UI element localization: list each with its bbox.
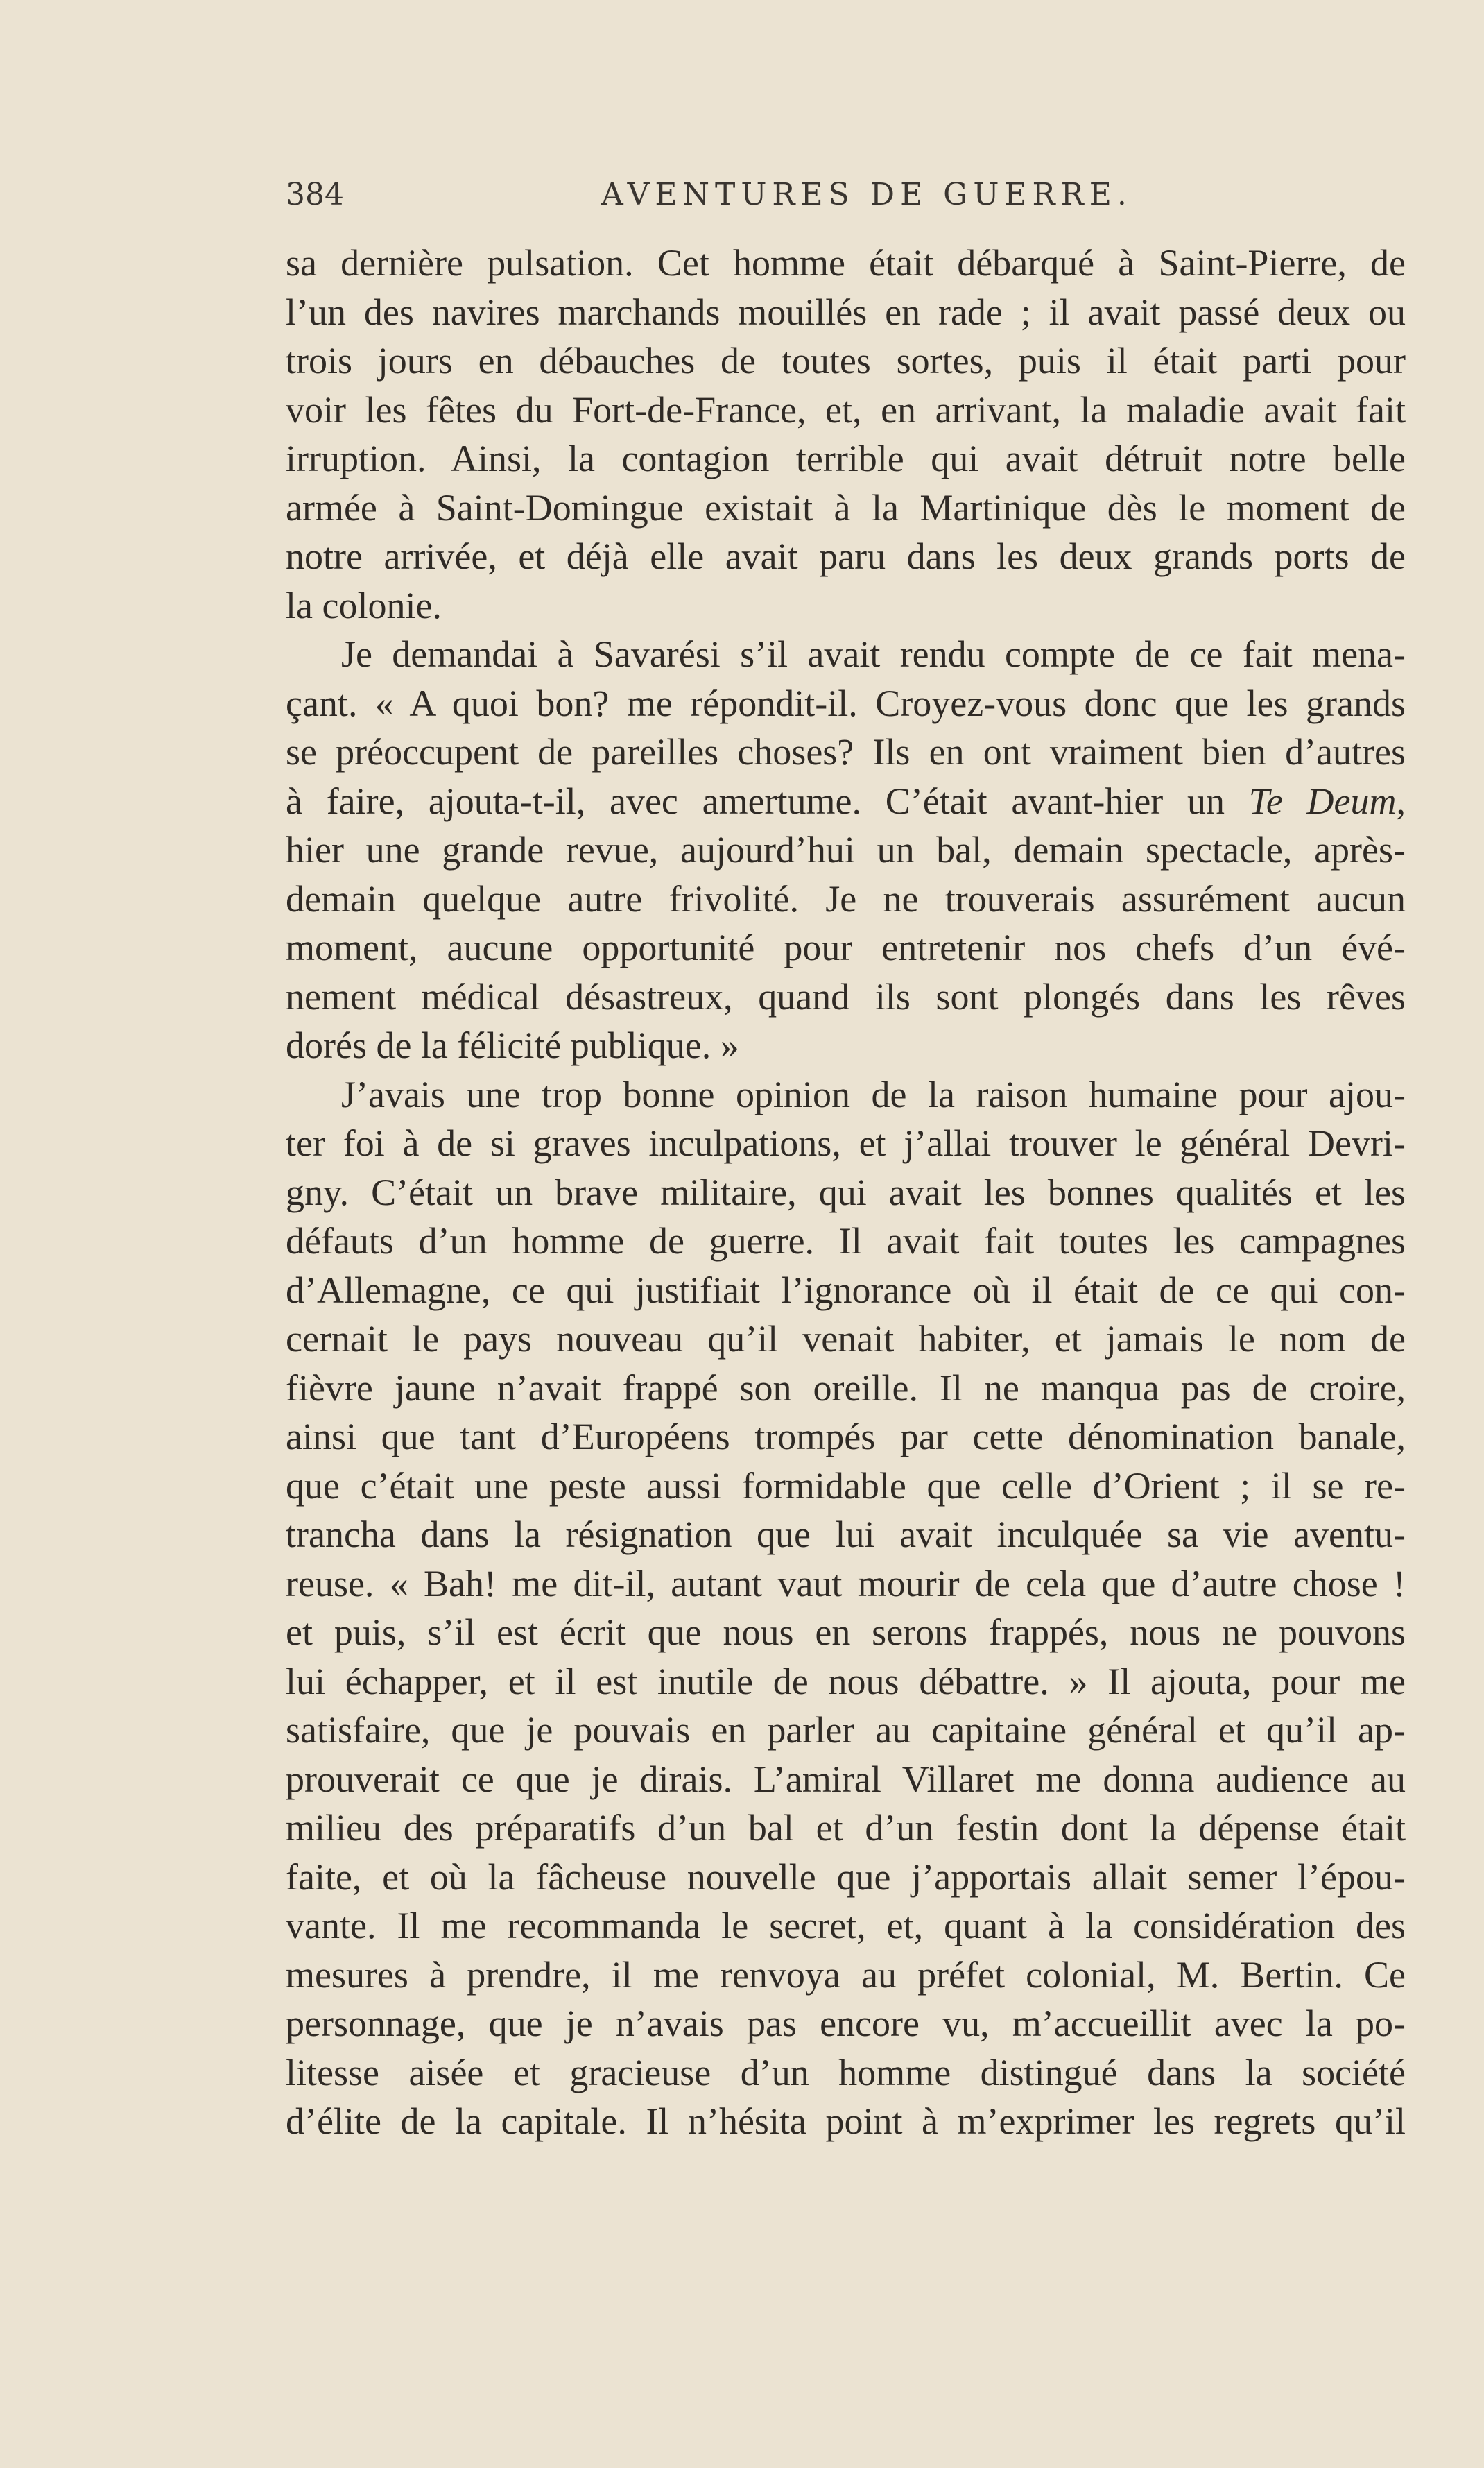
text-line: personnage, que je n’avais pas encore vu, m’accueillit avec la po- (286, 2003, 1406, 2044)
text-line: voir les fêtes du Fort-de-France, et, en arrivant, la maladie avait fait (286, 388, 1406, 431)
text-segment: , (1396, 780, 1406, 822)
text-line: la colonie. (286, 584, 442, 626)
paragraph-start-line: J’avais une trop bonne opinion de la raison humaine pour ajou- (341, 1073, 1406, 1115)
text-line: faite, et où la fâcheuse nouvelle que j’apportais allait semer l’épou- (286, 1856, 1406, 1898)
text-line: milieu des préparatifs d’un bal et d’un festin dont la dépense était (286, 1807, 1406, 1849)
text-line: sa dernière pulsation. Cet homme était débarqué à Saint-Pierre, de (286, 242, 1406, 284)
text-line: notre arrivée, et déjà elle avait paru dans les deux grands ports de (286, 535, 1406, 577)
text-line: mesures à prendre, il me renvoya au préfet colonial, M. Bertin. Ce (286, 1953, 1406, 1996)
running-title: AVENTURES DE GUERRE. (601, 177, 1132, 212)
text-line: cernait le pays nouveau qu’il venait habiter, et jamais le nom de (286, 1318, 1406, 1360)
italic-text: Te Deum (1248, 780, 1397, 822)
text-line: trancha dans la résignation que lui avait inculquée sa vie aventu- (286, 1514, 1406, 1555)
text-segment: à faire, ajouta-t-il, avec amertume. C’était avant-hier un (286, 780, 1249, 822)
text-line: nement médical désastreux, quand ils sont plongés dans les rêves (286, 975, 1406, 1018)
text-line: lui échapper, et il est inutile de nous débattre. » Il ajouta, pour me (286, 1660, 1406, 1702)
text-line: et puis, s’il est écrit que nous en serons frappés, nous ne pouvons (286, 1611, 1406, 1653)
text-line: se préoccupent de pareilles choses? Ils en ont vraiment bien d’autres (286, 731, 1406, 773)
text-line: trois jours en débauches de toutes sortes, puis il était parti pour (286, 340, 1406, 382)
text-line: dorés de la félicité publique. » (286, 1025, 739, 1066)
text-line: d’élite de la capitale. Il n’hésita point à m’exprimer les regrets qu’il (286, 2100, 1406, 2142)
body-text (286, 239, 1406, 2146)
text-line: reuse. « Bah! me dit-il, autant vaut mourir de cela que d’autre chose ! (286, 1562, 1406, 1604)
page-header (286, 177, 1406, 221)
text-line: prouverait ce que je dirais. L’amiral Villaret me donna audience au (286, 1758, 1406, 1800)
text-line: hier une grande revue, aujourd’hui un bal, demain spectacle, après- (286, 829, 1406, 871)
text-line: ainsi que tant d’Européens trompés par cette dénomination banale, (286, 1416, 1406, 1457)
text-line: ter foi à de si graves inculpations, et j’allai trouver le général Devri- (286, 1122, 1406, 1164)
text-line: gny. C’était un brave militaire, qui avait les bonnes qualités et les (286, 1171, 1406, 1213)
text-line (286, 777, 1406, 826)
text-line: l’un des navires marchands mouillés en rade ; il avait passé deux ou (286, 291, 1406, 333)
paragraph-start-line: Je demandai à Savarési s’il avait rendu compte de ce fait mena- (341, 633, 1406, 675)
text-line: demain quelque autre frivolité. Je ne trouverais assurément aucun (286, 877, 1406, 920)
text-line: çant. « A quoi bon? me répondit-il. Croyez-vous donc que les grands (286, 682, 1406, 724)
page-number: 384 (286, 177, 344, 212)
text-line: irruption. Ainsi, la contagion terrible qui avait détruit notre belle (286, 438, 1406, 479)
text-line: d’Allemagne, ce qui justifiait l’ignorance où il était de ce qui con- (286, 1269, 1406, 1311)
text-line: moment, aucune opportunité pour entretenir nos chefs d’un évé- (286, 927, 1406, 968)
text-line: litesse aisée et gracieuse d’un homme distingué dans la société (286, 2051, 1406, 2093)
text-line: que c’était une peste aussi formidable que celle d’Orient ; il se re- (286, 1464, 1406, 1507)
text-line: satisfaire, que je pouvais en parler au capitaine général et qu’il ap- (286, 1709, 1406, 1751)
text-line: défauts d’un homme de guerre. Il avait fait toutes les campagnes (286, 1220, 1406, 1262)
text-line: vante. Il me recommanda le secret, et, quant à la considération des (286, 1905, 1406, 1946)
text-line: armée à Saint-Domingue existait à la Martinique dès le moment de (286, 486, 1406, 529)
text-line: fièvre jaune n’avait frappé son oreille. Il ne manqua pas de croire, (286, 1366, 1406, 1409)
